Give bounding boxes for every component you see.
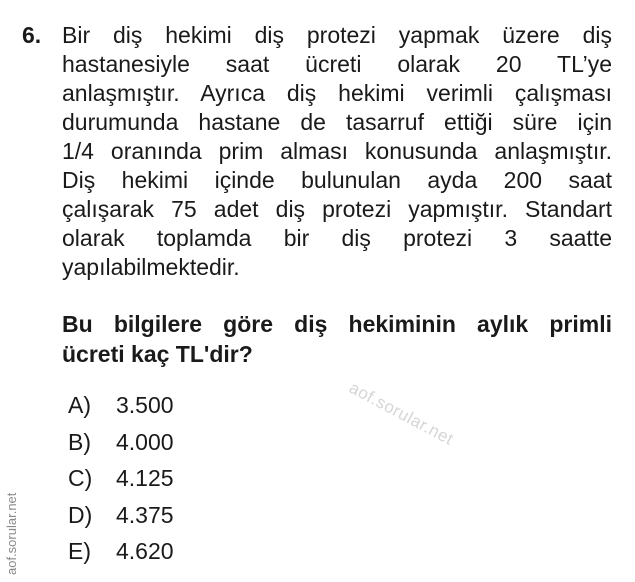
option-letter: A) [68,392,91,418]
question-prompt [62,309,612,369]
body-line: Bir diş hekimi diş protezi yapmak üzere diş [62,22,612,48]
option-d[interactable] [68,497,174,534]
option-value: 4.125 [116,465,174,491]
option-value: 4.375 [116,501,174,528]
body-line: çalışarak 75 adet diş protezi yapmıştır. Standart [62,196,612,222]
body-line: durumunda hastane de tasarruf ettiği süre için [62,109,612,135]
option-value: 3.500 [116,392,174,418]
option-letter: B) [68,428,91,455]
watermark-diagonal: aof.sorular.net [346,378,457,449]
body-line: Diş hekimi içinde bulunulan ayda 200 saat [62,167,612,193]
option-a[interactable] [68,387,174,424]
option-e[interactable] [68,533,174,570]
prompt-line: ücreti kaç TL'dir? [62,341,253,367]
body-line: hastanesiyle saat ücreti olarak 20 TL’ye [62,51,612,77]
option-c[interactable] [68,460,174,497]
option-value: 4.000 [116,428,174,455]
body-line: olarak toplamda bir diş protezi 3 saatte [62,225,612,251]
body-line: anlaşmıştır. Ayrıca diş hekimi verimli çalışması [62,80,612,106]
body-line: yapılabilmektedir. [62,254,240,280]
option-letter: E) [68,538,91,564]
option-b[interactable] [68,424,174,461]
watermark-vertical: aof.sorular.net [4,492,19,575]
option-letter: C) [68,465,93,491]
body-line: 1/4 oranında prim alması konusunda anlaşmıştır. [62,138,612,164]
answer-options [68,387,174,570]
prompt-line: Bu bilgilere göre diş hekiminin aylık primli [62,311,612,337]
option-value: 4.620 [116,538,174,564]
question-body [62,21,612,282]
option-letter: D) [68,501,93,528]
question-number: 6. [22,22,42,48]
